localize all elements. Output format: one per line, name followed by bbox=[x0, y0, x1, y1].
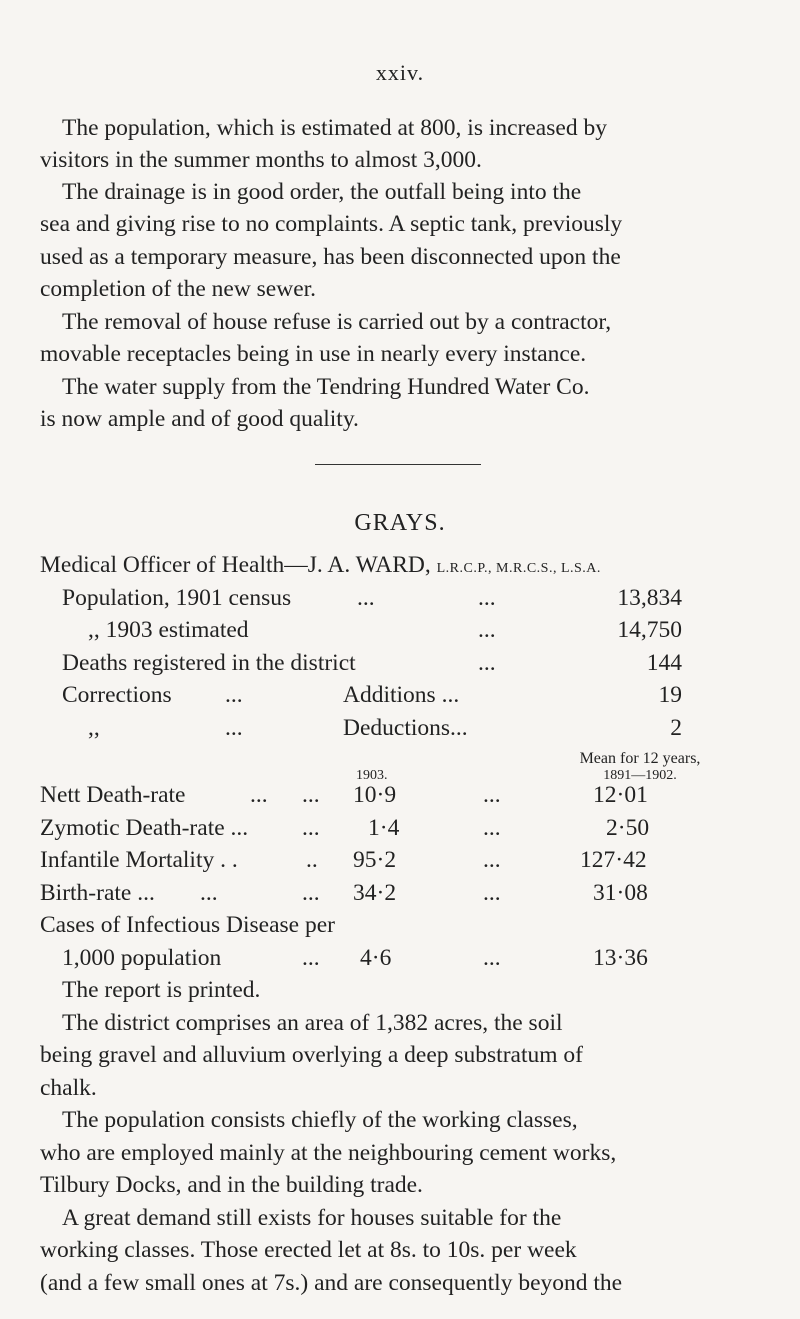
table-row-label: 1,000 population bbox=[62, 945, 222, 971]
table-cell-mean: 2·50 bbox=[606, 815, 650, 841]
table-row-label: Birth-rate ... bbox=[40, 880, 155, 906]
stat-value: 13,834 bbox=[617, 585, 682, 611]
table-dots: ... bbox=[483, 880, 501, 906]
officer-name: Medical Officer of Health—J. A. WARD, bbox=[40, 552, 431, 578]
text-line: who are employed mainly at the neighbouring cement works, bbox=[40, 1140, 617, 1166]
text-line: working classes. Those erected let at 8s. to 10s. per week bbox=[40, 1237, 577, 1263]
col-header-years: 1891—1902. bbox=[603, 768, 677, 783]
table-cell-1903: 10·9 bbox=[353, 782, 397, 808]
text-line: Tilbury Docks, and in the building trade. bbox=[40, 1172, 423, 1198]
report-note: The report is printed. bbox=[62, 977, 261, 1003]
table-dots: ... bbox=[302, 782, 320, 808]
table-cell-mean: 31·08 bbox=[593, 880, 648, 906]
stat-label: ,, bbox=[88, 715, 100, 741]
stat-label: Deaths registered in the district bbox=[62, 650, 356, 676]
officer-qualifications: L.R.C.P., M.R.C.S., L.S.A. bbox=[436, 561, 601, 576]
table-cell-1903: 95·2 bbox=[353, 847, 397, 873]
table-dots: .. bbox=[306, 847, 318, 873]
text-line: chalk. bbox=[40, 1075, 97, 1101]
stat-label: Corrections bbox=[62, 682, 172, 708]
stat-value: 19 bbox=[658, 682, 682, 708]
stat-dots: ... bbox=[357, 585, 375, 611]
table-dots: ... bbox=[483, 782, 501, 808]
table-row-label: Zymotic Death-rate ... bbox=[40, 815, 249, 841]
text-line: The population, which is estimated at 800, is increased by bbox=[62, 115, 607, 141]
table-cell-1903: 1·4 bbox=[368, 815, 400, 841]
stat-label: ,, 1903 estimated bbox=[88, 617, 249, 643]
text-line: is now ample and of good quality. bbox=[40, 406, 359, 432]
section-divider bbox=[315, 464, 481, 465]
page-number: xxiv. bbox=[375, 60, 425, 85]
table-dots: ... bbox=[483, 815, 501, 841]
stat-sub: Additions ... bbox=[343, 682, 460, 708]
text-line: (and a few small ones at 7s.) and are consequently beyond the bbox=[40, 1270, 623, 1296]
stat-dots: ... bbox=[478, 585, 496, 611]
stat-sub: Deductions... bbox=[343, 715, 468, 741]
stat-dots: ... bbox=[225, 715, 243, 741]
table-row-label: Nett Death-rate bbox=[40, 782, 186, 808]
stat-value: 144 bbox=[646, 650, 682, 676]
text-line: visitors in the summer months to almost 3,000. bbox=[40, 147, 482, 173]
text-line: The population consists chiefly of the working classes, bbox=[62, 1107, 578, 1133]
table-row-label: Infantile Mortality . . bbox=[40, 847, 238, 873]
table-dots: ... bbox=[483, 847, 501, 873]
text-line: The drainage is in good order, the outfall being into the bbox=[62, 179, 582, 205]
table-dots: ... bbox=[250, 782, 268, 808]
text-line: sea and giving rise to no complaints. A septic tank, previously bbox=[40, 211, 623, 237]
stat-value: 2 bbox=[670, 715, 682, 741]
stat-dots: ... bbox=[478, 650, 496, 676]
table-cell-mean: 12·01 bbox=[593, 782, 648, 808]
table-dots: ... bbox=[302, 815, 320, 841]
text-line: completion of the new sewer. bbox=[40, 276, 317, 302]
text-line: used as a temporary measure, has been disconnected upon the bbox=[40, 244, 621, 270]
table-dots: ... bbox=[200, 880, 218, 906]
table-cell-mean: 127·42 bbox=[580, 847, 647, 873]
table-dots: ... bbox=[302, 880, 320, 906]
table-cell-mean: 13·36 bbox=[593, 945, 648, 971]
text-line: The removal of house refuse is carried out by a contractor, bbox=[62, 309, 612, 335]
text-line: movable receptacles being in use in nearly every instance. bbox=[40, 341, 587, 367]
text-line: A great demand still exists for houses suitable for the bbox=[62, 1205, 562, 1231]
table-dots: ... bbox=[302, 945, 320, 971]
text-line: The water supply from the Tendring Hundred Water Co. bbox=[62, 374, 590, 400]
stat-value: 14,750 bbox=[617, 617, 682, 643]
table-dots: ... bbox=[483, 945, 501, 971]
stat-dots: ... bbox=[478, 617, 496, 643]
table-row-label: Cases of Infectious Disease per bbox=[40, 912, 335, 938]
stat-dots: ... bbox=[225, 682, 243, 708]
section-heading: GRAYS. bbox=[354, 510, 446, 536]
stat-label: Population, 1901 census bbox=[62, 585, 292, 611]
text-line: being gravel and alluvium overlying a deep substratum of bbox=[40, 1042, 583, 1068]
col-header-1903: 1903. bbox=[356, 768, 388, 783]
col-header-mean: Mean for 12 years, bbox=[579, 750, 701, 767]
table-cell-1903: 4·6 bbox=[360, 945, 392, 971]
text-line: The district comprises an area of 1,382 acres, the soil bbox=[62, 1010, 563, 1036]
table-cell-1903: 34·2 bbox=[353, 880, 397, 906]
